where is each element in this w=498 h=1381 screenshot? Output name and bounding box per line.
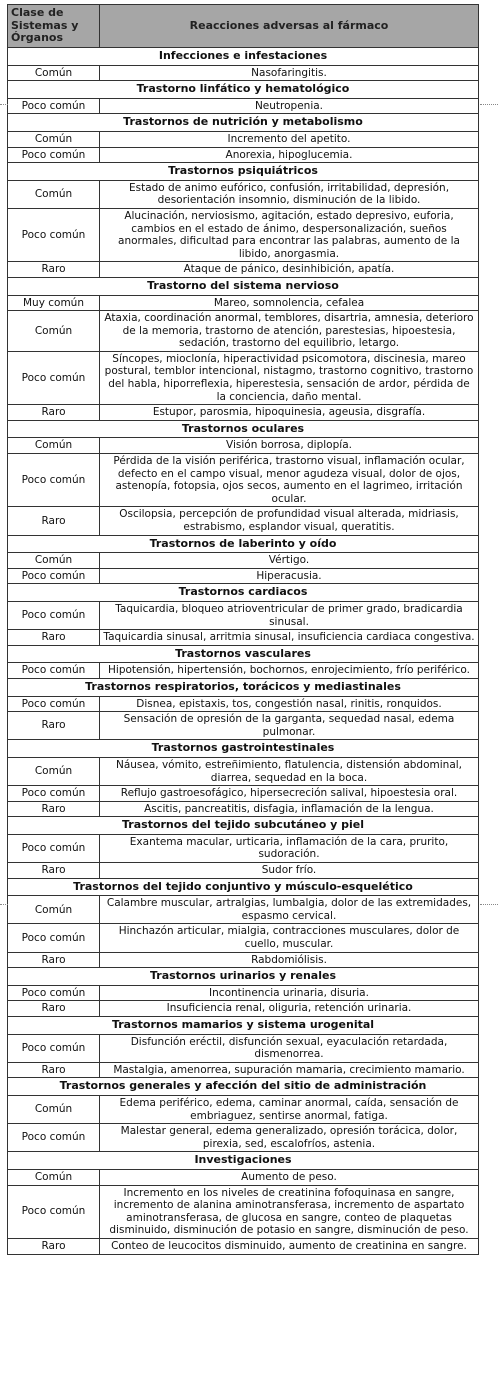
section-title: Trastornos del tejido subcutáneo y piel bbox=[8, 817, 479, 835]
table-row bbox=[8, 924, 479, 952]
reaction-cell: Incremento en los niveles de creatinina fofoquinasa en sangre, incremento de alanina aminotransferasa, incremento de aspartato aminotransferasa, de glucosa en sangre, conteo de plaquetas disminuido, disminución de potasio en sangre, disminución de peso. bbox=[100, 1185, 479, 1238]
reaction-cell: Ascitis, pancreatitis, disfagia, inflamación de la lengua. bbox=[100, 801, 479, 817]
frequency-cell: Poco común bbox=[8, 147, 100, 163]
reaction-cell: Nasofaringitis. bbox=[100, 65, 479, 81]
frequency-cell: Común bbox=[8, 65, 100, 81]
reaction-cell: Estado de animo eufórico, confusión, irritabilidad, depresión, desorientación insomnio, disminución de la libido. bbox=[100, 180, 479, 208]
section-title: Investigaciones bbox=[8, 1152, 479, 1170]
table-row bbox=[8, 1095, 479, 1123]
frequency-cell: Poco común bbox=[8, 834, 100, 862]
reaction-cell: Insuficiencia renal, oliguria, retención urinaria. bbox=[100, 1001, 479, 1017]
table-row bbox=[8, 1034, 479, 1062]
table-row bbox=[8, 180, 479, 208]
table-row bbox=[8, 1169, 479, 1185]
table-row bbox=[8, 757, 479, 785]
section-title: Trastornos oculares bbox=[8, 420, 479, 438]
section-title: Trastornos urinarios y renales bbox=[8, 968, 479, 986]
table-row bbox=[8, 147, 479, 163]
reaction-cell: Aumento de peso. bbox=[100, 1169, 479, 1185]
table-row bbox=[8, 98, 479, 114]
reaction-cell: Alucinación, nerviosismo, agitación, estado depresivo, euforia, cambios en el estado de ánimo, despersonalización, sueños anormales, dificultad para encontrar las palabras, aumento de la libido, anorgasmia. bbox=[100, 208, 479, 261]
table-row bbox=[8, 454, 479, 507]
section-title: Trastornos de laberinto y oído bbox=[8, 535, 479, 553]
section-row bbox=[8, 740, 479, 758]
frequency-cell: Poco común bbox=[8, 601, 100, 629]
table-row bbox=[8, 568, 479, 584]
frequency-cell: Común bbox=[8, 1095, 100, 1123]
reaction-cell: Edema periférico, edema, caminar anormal, caída, sensación de embriaguez, sentirse anormal, fatiga. bbox=[100, 1095, 479, 1123]
section-row bbox=[8, 81, 479, 99]
reaction-cell: Neutropenia. bbox=[100, 98, 479, 114]
frequency-cell: Poco común bbox=[8, 663, 100, 679]
frequency-cell: Común bbox=[8, 1169, 100, 1185]
section-row bbox=[8, 584, 479, 602]
table-row bbox=[8, 896, 479, 924]
reaction-cell: Disfunción eréctil, disfunción sexual, eyaculación retardada, dismenorrea. bbox=[100, 1034, 479, 1062]
frequency-cell: Raro bbox=[8, 405, 100, 421]
section-row bbox=[8, 1017, 479, 1035]
table-row bbox=[8, 65, 479, 81]
header-adverse-reactions: Reacciones adversas al fármaco bbox=[100, 5, 479, 48]
reaction-cell: Reflujo gastroesofágico, hipersecreción salival, hipoestesia oral. bbox=[100, 786, 479, 802]
table-row bbox=[8, 663, 479, 679]
section-title: Trastorno linfático y hematológico bbox=[8, 81, 479, 99]
reaction-cell: Hiperacusia. bbox=[100, 568, 479, 584]
frequency-cell: Raro bbox=[8, 863, 100, 879]
section-title: Infecciones e infestaciones bbox=[8, 48, 479, 66]
section-row bbox=[8, 277, 479, 295]
reaction-cell: Vértigo. bbox=[100, 553, 479, 569]
frequency-cell: Poco común bbox=[8, 568, 100, 584]
frequency-cell: Raro bbox=[8, 801, 100, 817]
section-title: Trastornos cardiacos bbox=[8, 584, 479, 602]
section-title: Trastornos generales y afección del sitio de administración bbox=[8, 1078, 479, 1096]
section-title: Trastorno del sistema nervioso bbox=[8, 277, 479, 295]
reaction-cell: Anorexia, hipoglucemia. bbox=[100, 147, 479, 163]
table-row bbox=[8, 208, 479, 261]
section-row bbox=[8, 645, 479, 663]
reaction-cell: Ataque de pánico, desinhibición, apatía. bbox=[100, 262, 479, 278]
reaction-cell: Síncopes, mioclonía, hiperactividad psicomotora, discinesia, mareo postural, temblor intencional, nistagmo, trastorno cognitivo, trastorno del habla, hiporreflexia, hiperestesia, sensación de ardor, pérdida de la conciencia, daño mental. bbox=[100, 351, 479, 404]
reaction-cell: Incremento del apetito. bbox=[100, 131, 479, 147]
section-row bbox=[8, 678, 479, 696]
table-row bbox=[8, 438, 479, 454]
section-title: Trastornos psiquiátricos bbox=[8, 163, 479, 181]
frequency-cell: Raro bbox=[8, 1062, 100, 1078]
reaction-cell: Malestar general, edema generalizado, opresión torácica, dolor, pirexia, sed, escalofríos, astenia. bbox=[100, 1124, 479, 1152]
table-row bbox=[8, 786, 479, 802]
frequency-cell: Poco común bbox=[8, 1034, 100, 1062]
frequency-cell: Poco común bbox=[8, 1124, 100, 1152]
section-title: Trastornos del tejido conjuntivo y músculo-esquelético bbox=[8, 878, 479, 896]
table-row bbox=[8, 601, 479, 629]
frequency-cell: Común bbox=[8, 311, 100, 352]
table-row bbox=[8, 351, 479, 404]
reaction-cell: Taquicardia, bloqueo atrioventricular de primer grado, bradicardia sinusal. bbox=[100, 601, 479, 629]
reaction-cell: Sudor frío. bbox=[100, 863, 479, 879]
frequency-cell: Raro bbox=[8, 630, 100, 646]
frequency-cell: Poco común bbox=[8, 1185, 100, 1238]
table-row bbox=[8, 985, 479, 1001]
frequency-cell: Poco común bbox=[8, 985, 100, 1001]
reaction-cell: Calambre muscular, artralgias, lumbalgia, dolor de las extremidades, espasmo cervical. bbox=[100, 896, 479, 924]
frequency-cell: Poco común bbox=[8, 351, 100, 404]
reaction-cell: Hipotensión, hipertensión, bochornos, enrojecimiento, frío periférico. bbox=[100, 663, 479, 679]
reaction-cell: Mastalgia, amenorrea, supuración mamaria, crecimiento mamario. bbox=[100, 1062, 479, 1078]
reaction-cell: Exantema macular, urticaria, inflamación de la cara, prurito, sudoración. bbox=[100, 834, 479, 862]
page-break-line bbox=[0, 904, 8, 905]
table-row bbox=[8, 1238, 479, 1254]
section-row bbox=[8, 163, 479, 181]
table-row bbox=[8, 405, 479, 421]
section-row bbox=[8, 817, 479, 835]
reaction-cell: Ataxia, coordinación anormal, temblores, disartria, amnesia, deterioro de la memoria, trastorno de atención, parestesias, hipoestesia, sedación, trastorno del equilibrio, letargo. bbox=[100, 311, 479, 352]
table-row bbox=[8, 295, 479, 311]
section-title: Trastornos respiratorios, torácicos y mediastinales bbox=[8, 678, 479, 696]
reaction-cell: Estupor, parosmia, hipoquinesia, ageusia, disgrafía. bbox=[100, 405, 479, 421]
reaction-cell: Náusea, vómito, estreñimiento, flatulencia, distensión abdominal, diarrea, sequedad en la boca. bbox=[100, 757, 479, 785]
frequency-cell: Poco común bbox=[8, 208, 100, 261]
frequency-cell: Común bbox=[8, 180, 100, 208]
reaction-cell: Hinchazón articular, mialgia, contracciones musculares, dolor de cuello, muscular. bbox=[100, 924, 479, 952]
table-row bbox=[8, 801, 479, 817]
frequency-cell: Poco común bbox=[8, 924, 100, 952]
table-row bbox=[8, 311, 479, 352]
table-row bbox=[8, 507, 479, 535]
document-page bbox=[7, 4, 479, 1255]
reaction-cell: Oscilopsia, percepción de profundidad visual alterada, midriasis, estrabismo, esplandor visual, queratitis. bbox=[100, 507, 479, 535]
table-row bbox=[8, 630, 479, 646]
table-row bbox=[8, 553, 479, 569]
section-row bbox=[8, 968, 479, 986]
reaction-cell: Visión borrosa, diplopía. bbox=[100, 438, 479, 454]
section-row bbox=[8, 1152, 479, 1170]
reaction-cell: Incontinencia urinaria, disuria. bbox=[100, 985, 479, 1001]
section-row bbox=[8, 114, 479, 132]
frequency-cell: Raro bbox=[8, 262, 100, 278]
section-title: Trastornos de nutrición y metabolismo bbox=[8, 114, 479, 132]
frequency-cell: Común bbox=[8, 553, 100, 569]
frequency-cell: Muy común bbox=[8, 295, 100, 311]
frequency-cell: Raro bbox=[8, 1238, 100, 1254]
reaction-cell: Taquicardia sinusal, arritmia sinusal, insuficiencia cardiaca congestiva. bbox=[100, 630, 479, 646]
reaction-cell: Conteo de leucocitos disminuido, aumento de creatinina en sangre. bbox=[100, 1238, 479, 1254]
section-row bbox=[8, 48, 479, 66]
frequency-cell: Poco común bbox=[8, 98, 100, 114]
section-title: Trastornos gastrointestinales bbox=[8, 740, 479, 758]
table-header-row bbox=[8, 5, 479, 48]
page-break-line bbox=[0, 104, 8, 105]
table-row bbox=[8, 1001, 479, 1017]
reaction-cell: Mareo, somnolencia, cefalea bbox=[100, 295, 479, 311]
frequency-cell: Poco común bbox=[8, 786, 100, 802]
section-title: Trastornos vasculares bbox=[8, 645, 479, 663]
frequency-cell: Raro bbox=[8, 712, 100, 740]
section-row bbox=[8, 420, 479, 438]
table-body bbox=[8, 48, 479, 1255]
reaction-cell: Rabdomiólisis. bbox=[100, 952, 479, 968]
frequency-cell: Común bbox=[8, 757, 100, 785]
section-title: Trastornos mamarios y sistema urogenital bbox=[8, 1017, 479, 1035]
page-break-line bbox=[480, 104, 498, 105]
table-row bbox=[8, 131, 479, 147]
table-row bbox=[8, 696, 479, 712]
frequency-cell: Común bbox=[8, 896, 100, 924]
page-break-line bbox=[480, 904, 498, 905]
header-organ-class: Clase de Sistemas y Órganos bbox=[8, 5, 100, 48]
frequency-cell: Poco común bbox=[8, 454, 100, 507]
section-row bbox=[8, 535, 479, 553]
section-row bbox=[8, 1078, 479, 1096]
frequency-cell: Común bbox=[8, 438, 100, 454]
table-row bbox=[8, 712, 479, 740]
section-row bbox=[8, 878, 479, 896]
table-row bbox=[8, 1124, 479, 1152]
frequency-cell: Común bbox=[8, 131, 100, 147]
table-row bbox=[8, 952, 479, 968]
frequency-cell: Raro bbox=[8, 507, 100, 535]
frequency-cell: Poco común bbox=[8, 696, 100, 712]
table-row bbox=[8, 1062, 479, 1078]
reaction-cell: Sensación de opresión de la garganta, sequedad nasal, edema pulmonar. bbox=[100, 712, 479, 740]
table-row bbox=[8, 262, 479, 278]
frequency-cell: Raro bbox=[8, 1001, 100, 1017]
table-row bbox=[8, 863, 479, 879]
reaction-cell: Pérdida de la visión periférica, trastorno visual, inflamación ocular, defecto en el campo visual, menor agudeza visual, dolor de ojos, astenopía, fotopsia, ojos secos, aumento en el lagrimeo, irritación ocular. bbox=[100, 454, 479, 507]
adverse-reactions-table bbox=[7, 4, 479, 1255]
reaction-cell: Disnea, epistaxis, tos, congestión nasal, rinitis, ronquidos. bbox=[100, 696, 479, 712]
frequency-cell: Raro bbox=[8, 952, 100, 968]
table-row bbox=[8, 1185, 479, 1238]
table-row bbox=[8, 834, 479, 862]
